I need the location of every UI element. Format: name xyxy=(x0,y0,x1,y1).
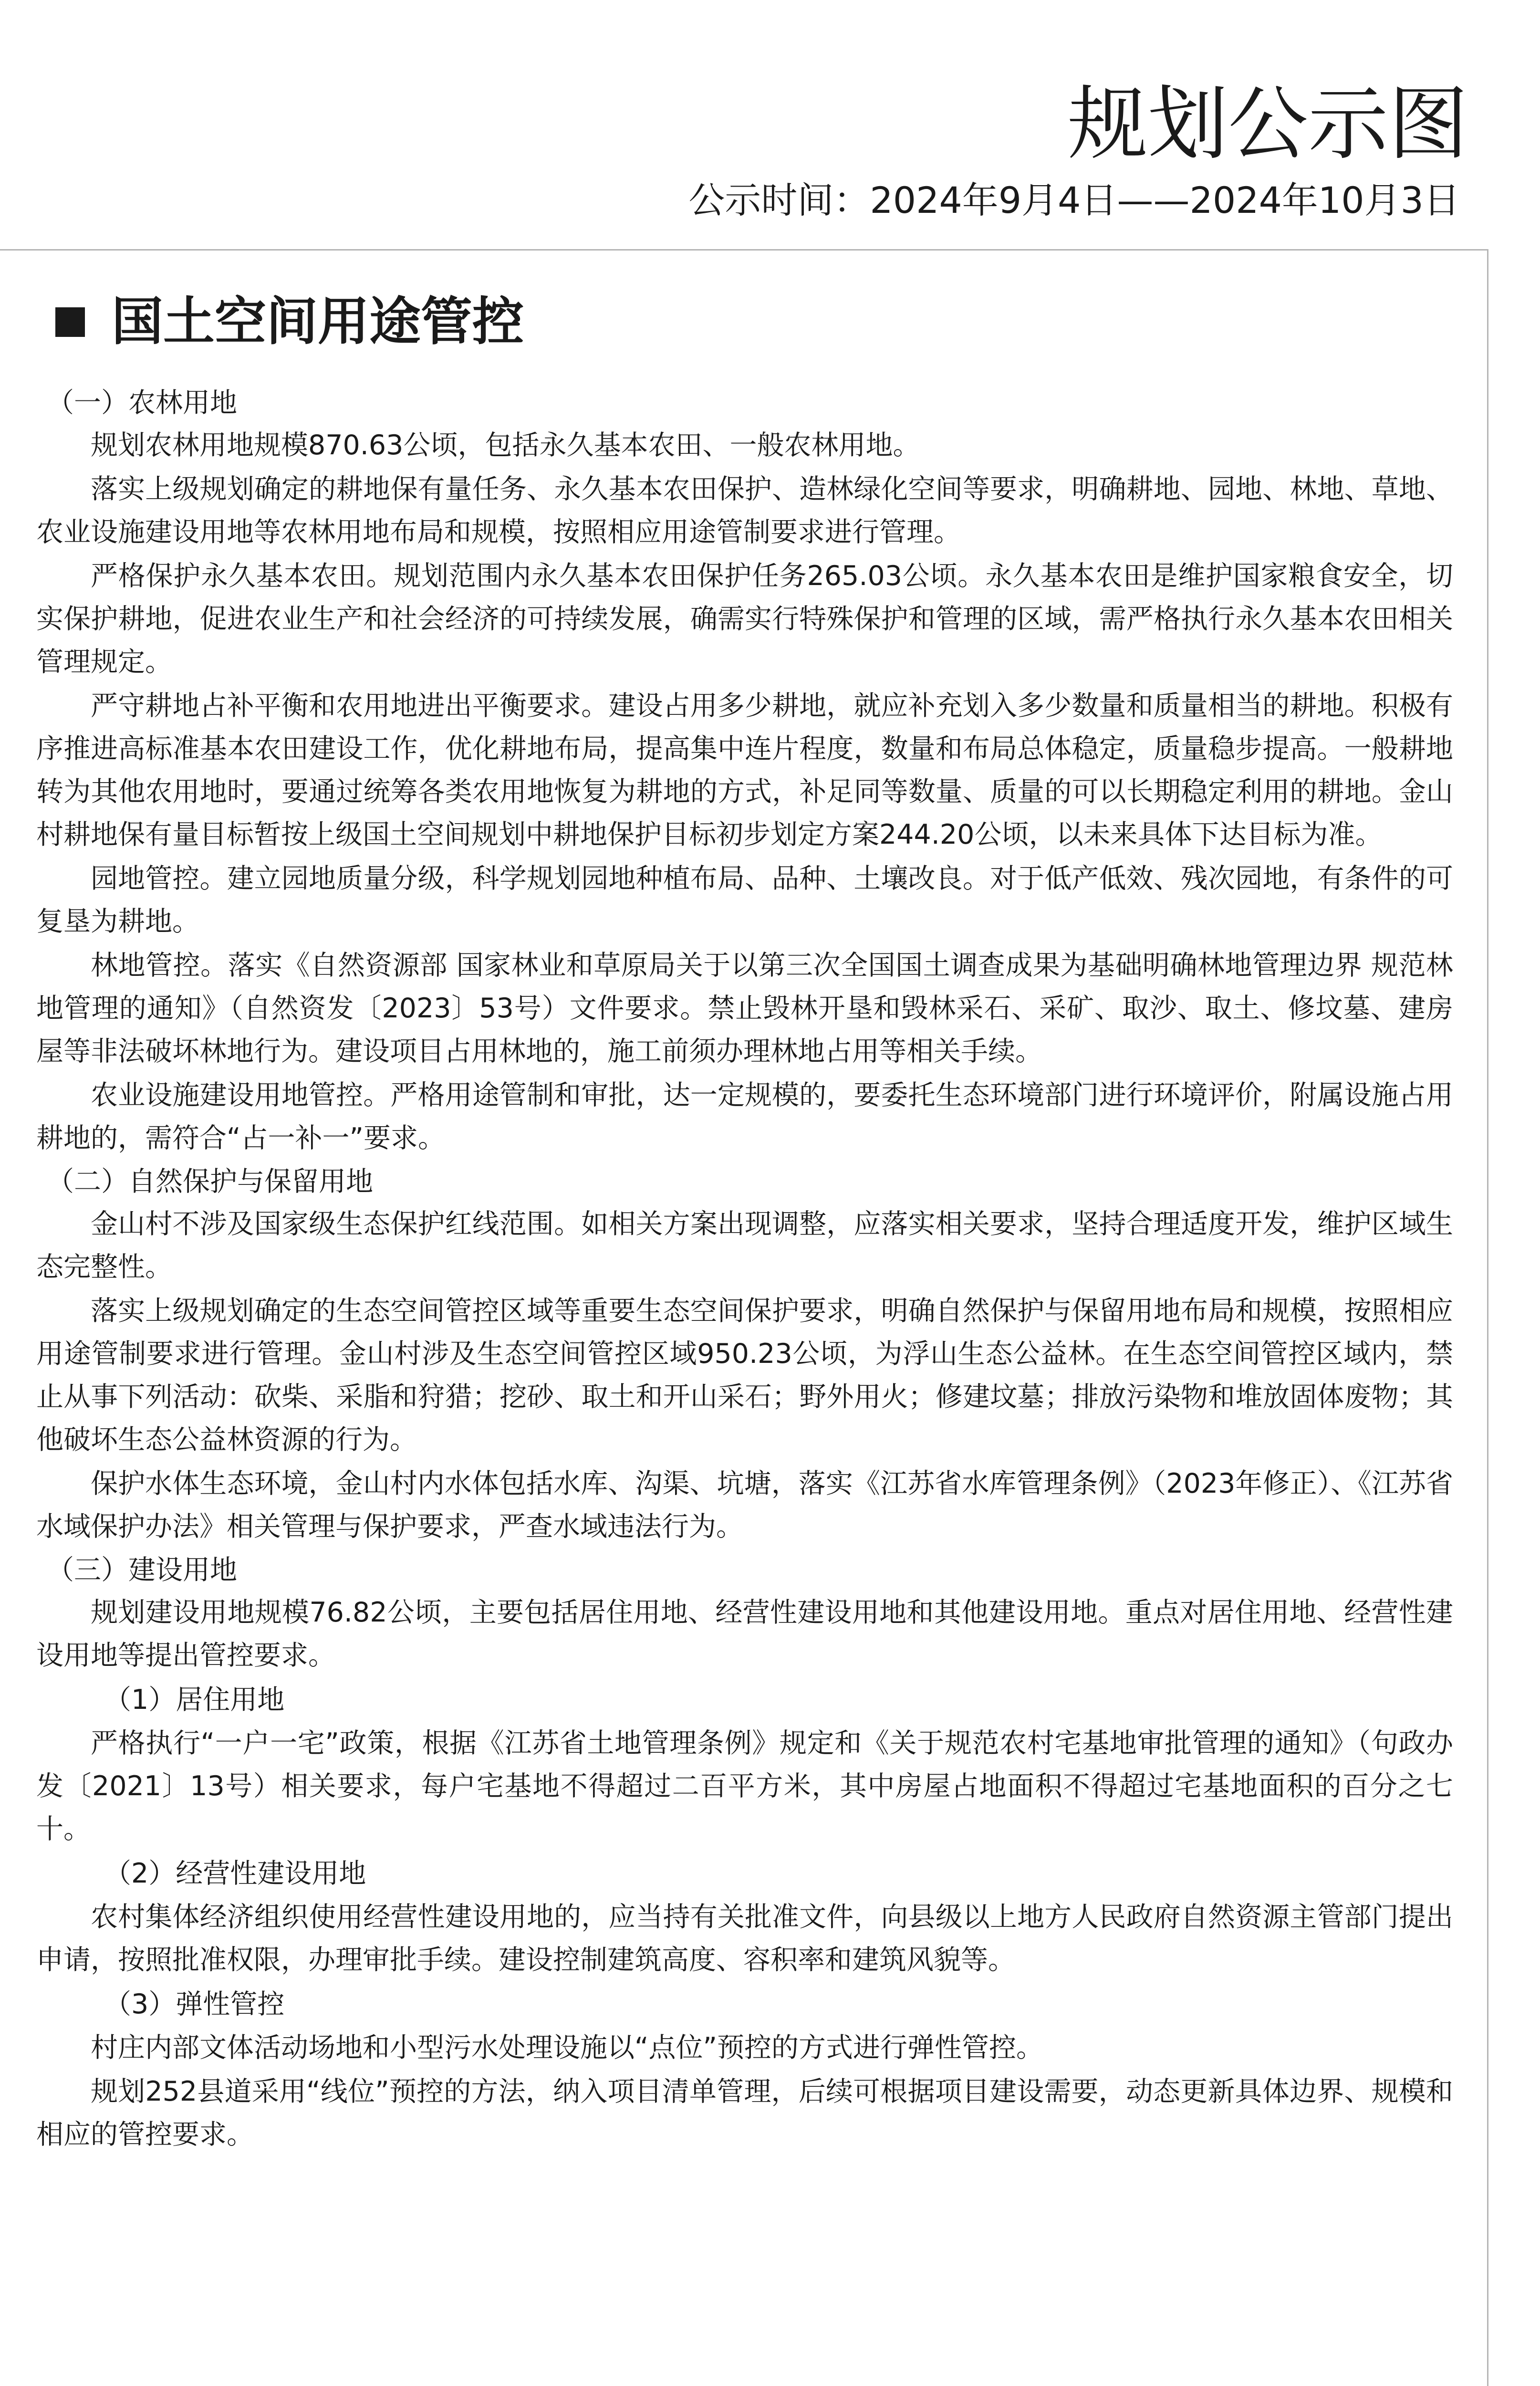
paragraph: 园地管控。建立园地质量分级，科学规划园地种植布局、品种、土壤改良。对于低产低效、残次园地，有条件的可复垦为耕地。 xyxy=(36,863,1453,937)
sub-subsection-heading: （2）经营性建设用地 xyxy=(104,1858,366,1889)
paragraph: 农业设施建设用地管控。严格用途管制和审批，达一定规模的，要委托生态环境部门进行环境评价，附属设施占用耕地的，需符合“占一补一”要求。 xyxy=(36,1079,1453,1154)
subsection-heading: （一）农林用地 xyxy=(47,387,237,419)
main-content xyxy=(36,282,1453,2157)
sub-subsection-heading: （1）居住用地 xyxy=(104,1684,285,1716)
square-bullet-icon xyxy=(55,307,85,337)
paragraph: 严格执行“一户一宅”政策，根据《江苏省土地管理条例》规定和《关于规范农村宅基地审批管理的通知》（句政办发〔2021〕13号）相关要求，每户宅基地不得超过二百平方米，其中房屋占地面积不得超过宅基地面积的百分之七十。 xyxy=(36,1727,1453,1845)
paragraph: 规划农林用地规模870.63公顷，包括永久基本农田、一般农林用地。 xyxy=(91,429,920,461)
paragraph: 金山村不涉及国家级生态保护红线范围。如相关方案出现调整，应落实相关要求，坚持合理适度开发，维护区域生态完整性。 xyxy=(36,1208,1453,1283)
publicity-period: 公示时间：2024年9月4日——2024年10月3日 xyxy=(688,179,1460,221)
section-heading xyxy=(55,282,1453,363)
page-title: 规划公示图 xyxy=(1068,77,1468,171)
paragraph: 落实上级规划确定的生态空间管控区域等重要生态空间保护要求，明确自然保护与保留用地布局和规模，按照相应用途管制要求进行管理。金山村涉及生态空间管控区域950.23公顷，为浮山生态公益林。在生态空间管控区域内，禁止从事下列活动：砍柴、采脂和狩猎；挖砂、取土和开山采石；野外用火；修建坟墓；排放污染物和堆放固体废物；其他破坏生态公益林资源的行为。 xyxy=(36,1295,1453,1455)
sub-subsection-heading: （3）弹性管控 xyxy=(104,1988,285,2020)
section-heading-text: 国土空间用途管控 xyxy=(112,292,524,352)
paragraph: 规划建设用地规模76.82公顷，主要包括居住用地、经营性建设用地和其他建设用地。重点对居住用地、经营性建设用地等提出管控要求。 xyxy=(36,1597,1453,1671)
subsection-heading: （三）建设用地 xyxy=(47,1554,237,1586)
paragraph: 村庄内部文体活动场地和小型污水处理设施以“点位”预控的方式进行弹性管控。 xyxy=(91,2032,1044,2063)
paragraph: 林地管控。落实《自然资源部 国家林业和草原局关于以第三次全国国土调查成果为基础明确林地管理边界 规范林地管理的通知》（自然资发〔2023〕53号）文件要求。禁止毁林开垦和毁林采石、采矿、取沙、取土、修坟墓、建房屋等非法破坏林地行为。建设项目占用林地的，施工前须办理林地占用等相关手续。 xyxy=(36,950,1453,1067)
paragraph: 规划252县道采用“线位”预控的方法，纳入项目清单管理，后续可根据项目建设需要，动态更新具体边界、规模和相应的管控要求。 xyxy=(36,2076,1453,2150)
paragraph: 严守耕地占补平衡和农用地进出平衡要求。建设占用多少耕地，就应补充划入多少数量和质量相当的耕地。积极有序推进高标准基本农田建设工作，优化耕地布局，提高集中连片程度，数量和布局总体稳定，质量稳步提高。一般耕地转为其他农用地时，要通过统筹各类农用地恢复为耕地的方式，补足同等数量、质量的可以长期稳定利用的耕地。金山村耕地保有量目标暂按上级国土空间规划中耕地保护目标初步划定方案244.20公顷，以未来具体下达目标为准。 xyxy=(36,690,1453,850)
paragraph: 落实上级规划确定的耕地保有量任务、永久基本农田保护、造林绿化空间等要求，明确耕地、园地、林地、草地、农业设施建设用地等农林用地布局和规模，按照相应用途管制要求进行管理。 xyxy=(36,473,1453,548)
section-body xyxy=(36,382,1453,2156)
paragraph: 农村集体经济组织使用经营性建设用地的，应当持有关批准文件，向县级以上地方人民政府自然资源主管部门提出申请，按照批准权限，办理审批手续。建设控制建筑高度、容积率和建筑风貌等。 xyxy=(36,1901,1453,1976)
paragraph: 严格保护永久基本农田。规划范围内永久基本农田保护任务265.03公顷。永久基本农田是维护国家粮食安全，切实保护耕地，促进农业生产和社会经济的可持续发展，确需实行特殊保护和管理的区域，需严格执行永久基本农田相关管理规定。 xyxy=(36,560,1453,678)
paragraph: 保护水体生态环境，金山村内水体包括水库、沟渠、坑塘，落实《江苏省水库管理条例》（2023年修正）、《江苏省水域保护办法》相关管理与保护要求，严查水域违法行为。 xyxy=(36,1468,1453,1542)
subsection-heading: （二）自然保护与保留用地 xyxy=(47,1166,373,1197)
